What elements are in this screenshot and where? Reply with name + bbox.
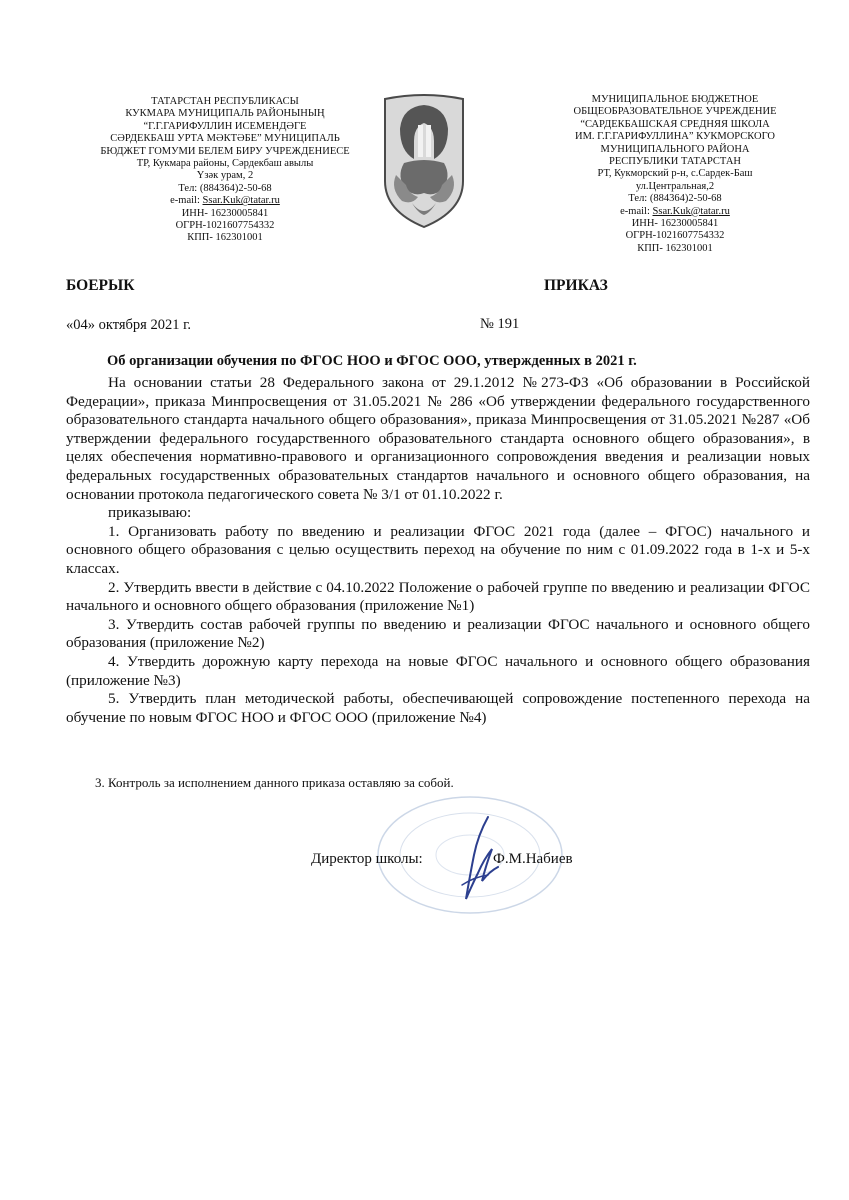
header-right-line: МУНИЦИПАЛЬНОГО РАЙОНА	[600, 143, 750, 155]
order-date: «04» октября 2021 г.	[66, 317, 192, 333]
header-left-line: КУКМАРА МУНИЦИПАЛЬ РАЙОНЫНЫҢ	[125, 108, 325, 120]
header-left-line: “Г.Г.ГАРИФУЛЛИН ИСЕМЕНДӘГЕ	[143, 120, 307, 132]
order-item: 5. Утвердить план методической работы, обеспечивающей сопровождение постепенного перехода на обучение по новым ФГОС НОО и ФГОС ООО (приложение №4)	[66, 690, 810, 726]
order-item: 3. Утвердить состав рабочей группы по введению и реализации ФГОС начального и основного общего образования (приложение №2)	[66, 615, 810, 652]
header-left-block	[100, 96, 350, 245]
header-right-line: ул.Центральная,2	[635, 180, 715, 192]
email-prefix: e-mail:	[620, 205, 653, 217]
order-item: 2. Утвердить ввести в действие с 04.10.2022 Положение о рабочей группе по введению и реализации ФГОС начального и основного общего образования (приложение №1)	[66, 578, 810, 615]
order-body	[66, 374, 810, 727]
school-emblem-icon	[382, 93, 466, 229]
header-right-email-line	[548, 206, 802, 218]
header-right-line: РЕСПУБЛИКИ ТАТАРСТАН	[608, 156, 741, 168]
header-left-line: Тел: (884364)2-50-68	[178, 182, 272, 194]
doc-type-tatar: БОЕРЫК	[66, 277, 135, 294]
intro-paragraph: На основании статьи 28 Федерального закона от 29.1.2012 №273-ФЗ «Об образовании в Российской Федерации», приказа Минпросвещения от 31.05.2021 № 286 «Об утверждении федерального государственного образовательного стандарта начального общего образования», приказа Минпросвещения от 31.05.2021 №287 «Об утверждении федерального государственного образовательного стандарта основного общего образования», в целях обеспечения нормативно-правового и организационного сопровождения введения и реализации новых федеральных государственных образовательных стандартов начального и основного общего образования, на основании протокола педагогического совета № 3/1 от 01.10.2022 г.	[66, 374, 810, 503]
header-right-line: “САРДЕКБАШСКАЯ СРЕДНЯЯ ШКОЛА	[580, 118, 770, 130]
header-left-line: БЮДЖЕТ ГОМУМИ БЕЛЕМ БИРУ УЧРЕЖДЕНИЕСЕ	[100, 145, 350, 157]
order-word: приказываю:	[108, 504, 192, 522]
header-right-inn: ИНН- 16230005841	[631, 218, 719, 230]
header-right-kpp: КПП- 162301001	[637, 242, 713, 254]
header-right-line: ИМ. Г.Г.ГАРИФУЛЛИНА” КУКМОРСКОГО	[575, 131, 775, 143]
doc-type-russian: ПРИКАЗ	[544, 277, 608, 294]
header-right-line: МУНИЦИПАЛЬНОЕ БЮДЖЕТНОЕ	[591, 94, 759, 105]
email-link[interactable]: Ssar.Kuk@tatar.ru	[202, 195, 280, 207]
order-item: 4. Утвердить дорожную карту перехода на новые ФГОС начального и основного общего образования (приложение №3)	[66, 652, 810, 689]
header-left-line: СӘРДЕКБАШ УРТА МӘКТӘБЕ” МУНИЦИПАЛЬ	[110, 133, 340, 145]
header-right-block	[548, 94, 802, 255]
header-left-ogrn: ОГРН-1021607754332	[175, 220, 275, 232]
control-clause: 3. Контроль за исполнением данного приказа оставляю за собой.	[95, 775, 454, 790]
email-link[interactable]: Ssar.Kuk@tatar.ru	[652, 205, 730, 217]
header-right-line: ОБЩЕОБРАЗОВАТЕЛЬНОЕ УЧРЕЖДЕНИЕ	[573, 106, 777, 118]
signature-name: Ф.М.Набиев	[493, 851, 573, 867]
order-title: Об организации обучения по ФГОС НОО и ФГОС ООО, утвержденных в 2021 г.	[107, 353, 637, 369]
header-left-kpp: КПП- 162301001	[187, 232, 263, 244]
header-right-ogrn: ОГРН-1021607754332	[625, 230, 725, 242]
order-item: 1. Организовать работу по введению и реализации ФГОС 2021 года (далее – ФГОС) начального и основного общего образования с целью осуществить переход на обучение по ним с 01.09.2022 года в 1-х и 5-х классах.	[66, 522, 810, 577]
header-left-email-line	[100, 195, 350, 207]
order-number: № 191	[480, 316, 520, 332]
header-left-inn: ИНН- 16230005841	[181, 207, 269, 219]
email-prefix: e-mail:	[170, 195, 203, 207]
header-right-line: Тел: (884364)2-50-68	[628, 193, 722, 205]
header-left-line: Үзәк урам, 2	[196, 170, 254, 182]
header-right-line: РТ, Кукморский р-н, с.Сардек-Баш	[597, 168, 753, 180]
header-left-line: ТАТАРСТАН РЕСПУБЛИКАСЫ	[151, 96, 299, 107]
header-left-line: ТР, Кукмара районы, Сәрдекбаш авылы	[136, 158, 314, 170]
signature-label: Директор школы:	[311, 851, 423, 867]
